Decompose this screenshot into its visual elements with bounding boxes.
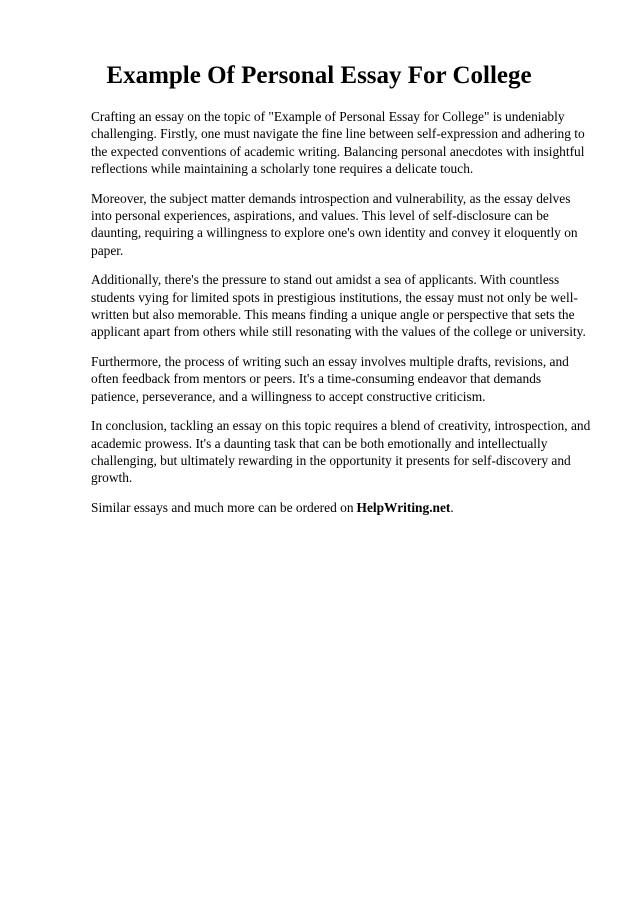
closing-text: Similar essays and much more can be ordered on [91,499,354,515]
paragraph-conclusion: In conclusion, tackling an essay on this topic requires a blend of creativity, introspection, and academic prowess. It's a daunting task that can be both emotionally and intellectually challenging, but ultimately rewarding in the opportunity it presents for self-discovery and growth. [91,418,591,486]
document-title: Example Of Personal Essay For College [106,62,532,89]
brand-link[interactable]: HelpWriting.net [356,499,451,515]
paragraph-introspection: Moreover, the subject matter demands introspection and vulnerability, as the essay delves into personal experiences, aspirations, and values. This level of self-disclosure can be daunting, requiring a willingness to explore one's own identity and convey it eloquently on paper. [91,190,578,258]
closing-period: . [450,499,454,515]
paragraph-process: Furthermore, the process of writing such an essay involves multiple drafts, revisions, and often feedback from mentors or peers. It's a time-consuming endeavor that demands patience, perseverance, and a willingness to accept constructive criticism. [91,353,569,404]
paragraph-intro: Crafting an essay on the topic of "Example of Personal Essay for College" is undeniably challenging. Firstly, one must navigate the fine line between self-expression and adhering to the expected conventions of academic writing. Balancing personal anecdotes with insightful reflections while maintaining a scholarly tone requires a delicate touch. [91,109,585,177]
closing-line [91,499,592,516]
paragraph-stand-out: Additionally, there's the pressure to stand out amidst a sea of applicants. With countless students vying for limited spots in prestigious institutions, the essay must not only be well-written but also memorable. This means finding a unique angle or perspective that sets the applicant apart from others while still resonating with the values of the college or university. [91,272,586,340]
